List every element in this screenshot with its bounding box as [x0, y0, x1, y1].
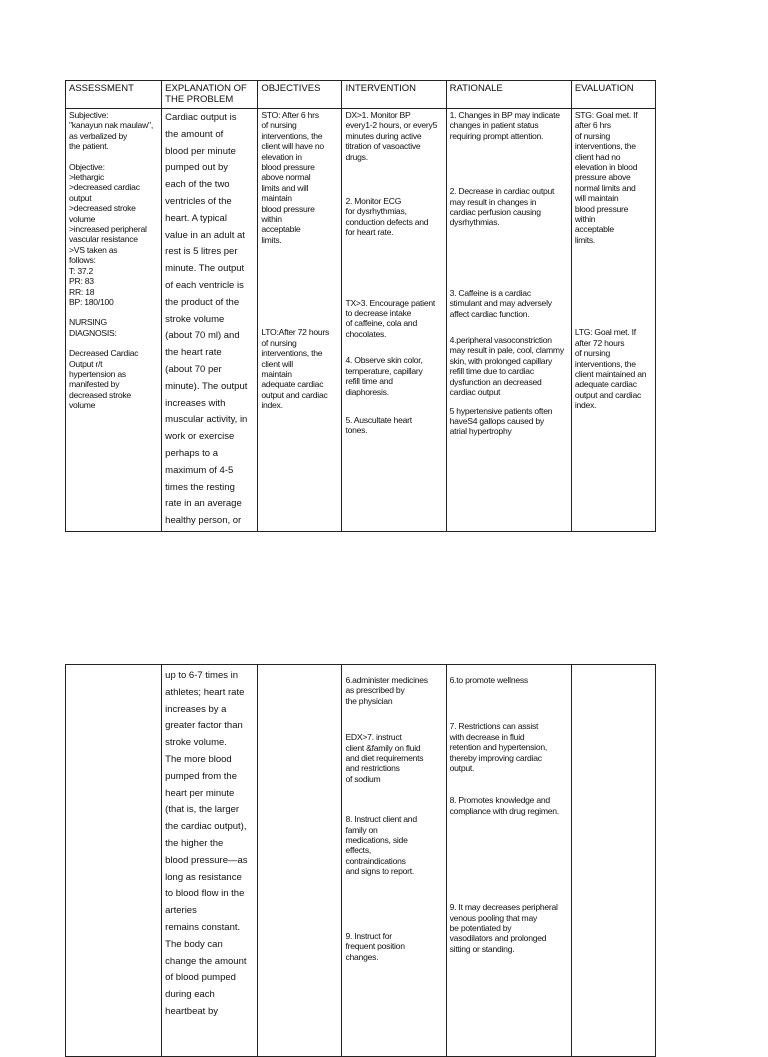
header-explanation: EXPLANATION OF THE PROBLEM [162, 81, 258, 109]
table-row [66, 665, 656, 1057]
rationale-5: 5 hypertensive patients often haveS4 gallops caused by atrial hypertrophy [449, 405, 553, 437]
rationale-6: 6.to promote wellness [449, 675, 528, 685]
evaluation-cell [571, 109, 655, 532]
intervention-7: EDX>7. instruct client &family on fluid and diet requirements and restrictions of sodium [345, 732, 424, 784]
assessment-cell-empty [66, 665, 162, 1057]
explanation-cell [162, 665, 258, 1057]
intervention-1: DX>1. Monitor BP every1-2 hours, or every5 minutes during active titration of vasoactive drugs. [345, 110, 438, 162]
care-plan-table-page-2 [65, 664, 656, 1057]
objectives-cell-empty [258, 665, 342, 1057]
explanation-text: Cardiac output is the amount of blood per minute pumped out by each of the two ventricles of the heart. A typical value in an adult at rest is 5 litres per minute. The output of each ventricle is the product of the stroke volume (about 70 ml) and the heart rate (about 70 per minute). The output increases with muscular activity, in work or exercise perhaps to a maximum of 4-5 times the resting rate in an average healthy person, or [165, 112, 248, 527]
intervention-5: 5. Auscultate heart tones. [345, 414, 412, 436]
header-evaluation: EVALUATION [571, 81, 655, 109]
rationale-2: 2. Decrease in cardiac output may result in changes in cardiac perfusion causing dysrhythmias. [449, 186, 555, 228]
rationale-cell [446, 665, 571, 1057]
objectives-cell [258, 109, 342, 532]
intervention-2: 2. Monitor ECG for dysrhythmias, conduction defects and for heart rate. [345, 196, 429, 238]
care-plan-table-page-1 [65, 80, 656, 532]
assessment-cell [66, 109, 162, 532]
header-assessment: ASSESSMENT [66, 81, 162, 109]
header-rationale: RATIONALE [446, 81, 571, 109]
rationale-3: 3. Caffeine is a cardiac stimulant and may adversely affect cardiac function. [449, 287, 552, 319]
header-row [66, 81, 656, 109]
long-term-objective: LTO:After 72 hours of nursing interventions, the client will maintain adequate cardiac output and cardiac index. [261, 327, 330, 411]
header-intervention: INTERVENTION [342, 81, 446, 109]
explanation-text-continued: up to 6-7 times in athletes; heart rate increases by a greater factor than stroke volume. The more blood pumped from the heart per minute (that is, the larger the cardiac output), the higher the blood pressure—as long as resistance to blood flow in the arteries remains constant. The body can change the amount of blood pumped during each heartbeat by [165, 670, 248, 1017]
intervention-8: 8. Instruct client and family on medications, side effects, contraindications and signs to report. [345, 814, 417, 877]
nursing-diagnosis-label: NURSING DIAGNOSIS: [69, 317, 117, 338]
subjective-data: Subjective: "kanayun nak maulaw", as verbalized by the patient. [69, 110, 153, 152]
rationale-8: 8. Promotes knowledge and compliance with drug regimen. [449, 795, 559, 816]
long-term-goal-evaluation: LTG: Goal met. If after 72 hours of nursing interventions, the client maintained an adequate cardiac output and cardiac index. [574, 327, 647, 411]
intervention-3: TX>3. Encourage patient to decrease intake of caffeine, cola and chocolates. [345, 297, 436, 339]
table-row [66, 109, 656, 532]
short-term-goal-evaluation: STG: Goal met. If after 6 hrs of nursing interventions, the client had no elevation in blood pressure above normal limits and will maintain blood pressure within acceptable limits. [574, 110, 638, 245]
short-term-objective: STO: After 6 hrs of nursing interventions, the client will have no elevation in blood pressure above normal limits and will maintain blood pressure within acceptable limits. [261, 110, 324, 245]
intervention-cell [342, 665, 446, 1057]
explanation-cell [162, 109, 258, 532]
rationale-4: 4.peripheral vasoconstriction may result in pale, cool, clammy skin, with prolonged capillary refill time due to cardiac dysfunction an decreased cardiac output [449, 335, 564, 398]
rationale-9: 9. It may decreases peripheral venous pooling that may be potentiated by vasodilators and prolonged sitting or standing. [449, 902, 558, 954]
evaluation-cell-empty [571, 665, 655, 1057]
nursing-diagnosis: Decreased Cardiac Output r/t hypertension as manifested by decreased stroke volume [69, 348, 139, 411]
intervention-4: 4. Observe skin color, temperature, capillary refill time and diaphoresis. [345, 355, 423, 397]
rationale-1: 1. Changes in BP may indicate changes in patient status requiring prompt attention. [449, 110, 560, 141]
header-objectives: OBJECTIVES [258, 81, 342, 109]
intervention-6: 6.administer medicines as prescribed by the physician [345, 675, 428, 706]
intervention-cell [342, 109, 446, 532]
rationale-cell [446, 109, 571, 532]
objective-data: Objective: >lethargic >decreased cardiac output >decreased stroke volume >increased peripheral vascular resistance >VS taken as follows: T: 37.2 PR: 83 RR: 18 BP: 180/100 [69, 161, 147, 307]
rationale-7: 7. Restrictions can assist with decrease in fluid retention and hypertension, thereby improving cardiac output. [449, 721, 548, 774]
intervention-9: 9. Instruct for frequent position changes. [345, 930, 405, 962]
